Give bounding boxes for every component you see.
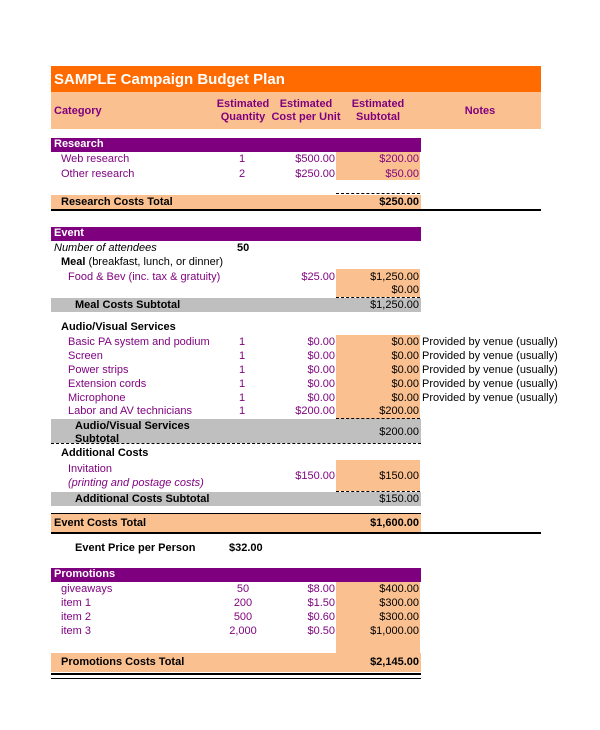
- av-note-4: Provided by venue (usually): [422, 392, 558, 404]
- av-label-0: Basic PA system and podium: [68, 336, 210, 348]
- promo-qty-3: 2,000: [229, 625, 257, 637]
- av-cost-5: $200.00: [295, 405, 335, 417]
- event-price-label: Event Price per Person: [75, 542, 196, 554]
- av-subtotal-2: $0.00: [391, 364, 419, 376]
- research-total-label: Research Costs Total: [61, 196, 173, 208]
- header-category: Category: [54, 105, 102, 117]
- research-header-bar: [51, 138, 421, 152]
- av-cost-3: $0.00: [307, 378, 335, 390]
- research-label-1: Other research: [61, 168, 135, 180]
- av-label-2: Power strips: [68, 364, 129, 376]
- meal-note: (breakfast, lunch, or dinner): [85, 256, 224, 268]
- additional-subtotal: $150.00: [379, 493, 419, 505]
- event-total: $1,600.00: [370, 517, 419, 529]
- promo-qty-0: 50: [236, 583, 250, 595]
- header-quantity-1: Estimated: [216, 98, 270, 110]
- event-header-bar: [51, 227, 421, 241]
- research-header: Research: [54, 138, 104, 150]
- promo-label-3: item 3: [61, 625, 91, 637]
- av-subtotal: $200.00: [379, 426, 419, 438]
- av-label-5: Labor and AV technicians: [68, 405, 192, 417]
- attendees-value: 50: [237, 242, 250, 254]
- attendees-label: Number of attendees: [54, 242, 157, 254]
- header-cost-2: Cost per Unit: [271, 111, 341, 123]
- promotions-header: Promotions: [54, 568, 116, 580]
- av-cost-1: $0.00: [307, 350, 335, 362]
- additional-subtotal-label: Additional Costs Subtotal: [75, 493, 210, 505]
- promotions-total-rule: [51, 673, 421, 675]
- av-subtotal-rule: [51, 443, 421, 444]
- food-subtotal: $1,250.00: [370, 271, 419, 283]
- event-total-rule: [51, 532, 541, 534]
- header-notes: Notes: [464, 105, 496, 117]
- promo-qty-2: 500: [233, 611, 253, 623]
- av-subtotal-label-1: Audio/Visual Services: [75, 420, 190, 432]
- av-qty-4: 1: [239, 392, 246, 404]
- promotions-total-label: Promotions Costs Total: [61, 656, 185, 668]
- meal-subtotal: $1,250.00: [370, 299, 419, 311]
- meal-label-line: [61, 257, 223, 268]
- promo-cost-2: $0.60: [307, 611, 335, 623]
- promo-cost-3: $0.50: [307, 625, 335, 637]
- av-note-0: Provided by venue (usually): [422, 336, 558, 348]
- research-label-0: Web research: [61, 153, 130, 165]
- promo-cost-0: $8.00: [307, 583, 335, 595]
- event-price: $32.00: [229, 542, 263, 554]
- research-qty-1: 2: [239, 168, 246, 180]
- av-qty-3: 1: [239, 378, 246, 390]
- promotions-total: $2,145.00: [370, 656, 419, 668]
- meal-label: Meal: [61, 256, 86, 268]
- food-label: Food & Bev (inc. tax & gratuity): [68, 271, 221, 283]
- av-subtotal-label-2: Subtotal: [75, 433, 119, 445]
- research-subtotal-0: $200.00: [379, 153, 419, 165]
- av-qty-5: 1: [239, 405, 246, 417]
- promo-qty-1: 200: [233, 597, 253, 609]
- promo-subtotal-2: $300.00: [379, 611, 419, 623]
- header-subtotal-1: Estimated: [351, 98, 405, 110]
- promo-label-2: item 2: [61, 611, 91, 623]
- av-qty-0: 1: [239, 336, 246, 348]
- header-subtotal-2: Subtotal: [356, 111, 400, 123]
- food-cost: $25.00: [301, 271, 335, 283]
- research-total-rule: [51, 209, 541, 211]
- invitation-subtotal: $150.00: [379, 470, 419, 482]
- promo-subtotal-3: $1,000.00: [370, 625, 419, 637]
- av-subtotal-0: $0.00: [391, 336, 419, 348]
- promo-subtotal-0: $400.00: [379, 583, 419, 595]
- av-label-3: Extension cords: [68, 378, 147, 390]
- av-qty-1: 1: [239, 350, 246, 362]
- av-subtotal-5: $200.00: [379, 405, 419, 417]
- promo-subtotal-1: $300.00: [379, 597, 419, 609]
- av-note-3: Provided by venue (usually): [422, 378, 558, 390]
- promo-label-1: item 1: [61, 597, 91, 609]
- event-header: Event: [54, 227, 84, 239]
- event-total-label: Event Costs Total: [54, 517, 147, 529]
- promo-cost-1: $1.50: [307, 597, 335, 609]
- promotions-total-rule-2: [51, 678, 421, 679]
- invitation-cost: $150.00: [295, 470, 335, 482]
- header-cost-1: Estimated: [279, 98, 333, 110]
- research-divider: [336, 193, 420, 194]
- invitation-label: Invitation: [68, 463, 113, 475]
- av-cost-0: $0.00: [307, 336, 335, 348]
- av-note-2: Provided by venue (usually): [422, 364, 558, 376]
- food-extra: $0.00: [391, 284, 419, 296]
- av-qty-2: 1: [239, 364, 246, 376]
- research-cost-1: $250.00: [295, 168, 335, 180]
- promo-label-0: giveaways: [61, 583, 113, 595]
- research-subtotal-1: $50.00: [385, 168, 419, 180]
- additional-costs-label: Additional Costs: [61, 447, 149, 459]
- research-cost-0: $500.00: [295, 153, 335, 165]
- av-cost-4: $0.00: [307, 392, 335, 404]
- av-label-1: Screen: [68, 350, 103, 362]
- av-subtotal-1: $0.00: [391, 350, 419, 362]
- research-qty-0: 1: [239, 153, 246, 165]
- av-note-1: Provided by venue (usually): [422, 350, 558, 362]
- av-subtotal-4: $0.00: [391, 392, 419, 404]
- meal-subtotal-label: Meal Costs Subtotal: [75, 299, 181, 311]
- header-quantity-2: Quantity: [220, 111, 266, 123]
- av-label: Audio/Visual Services: [61, 321, 176, 333]
- av-subtotal-3: $0.00: [391, 378, 419, 390]
- page-title: SAMPLE Campaign Budget Plan: [54, 71, 285, 88]
- av-label-4: Microphone: [68, 392, 126, 404]
- invitation-note: (printing and postage costs): [68, 477, 204, 489]
- av-cost-2: $0.00: [307, 364, 335, 376]
- research-total: $250.00: [379, 196, 419, 208]
